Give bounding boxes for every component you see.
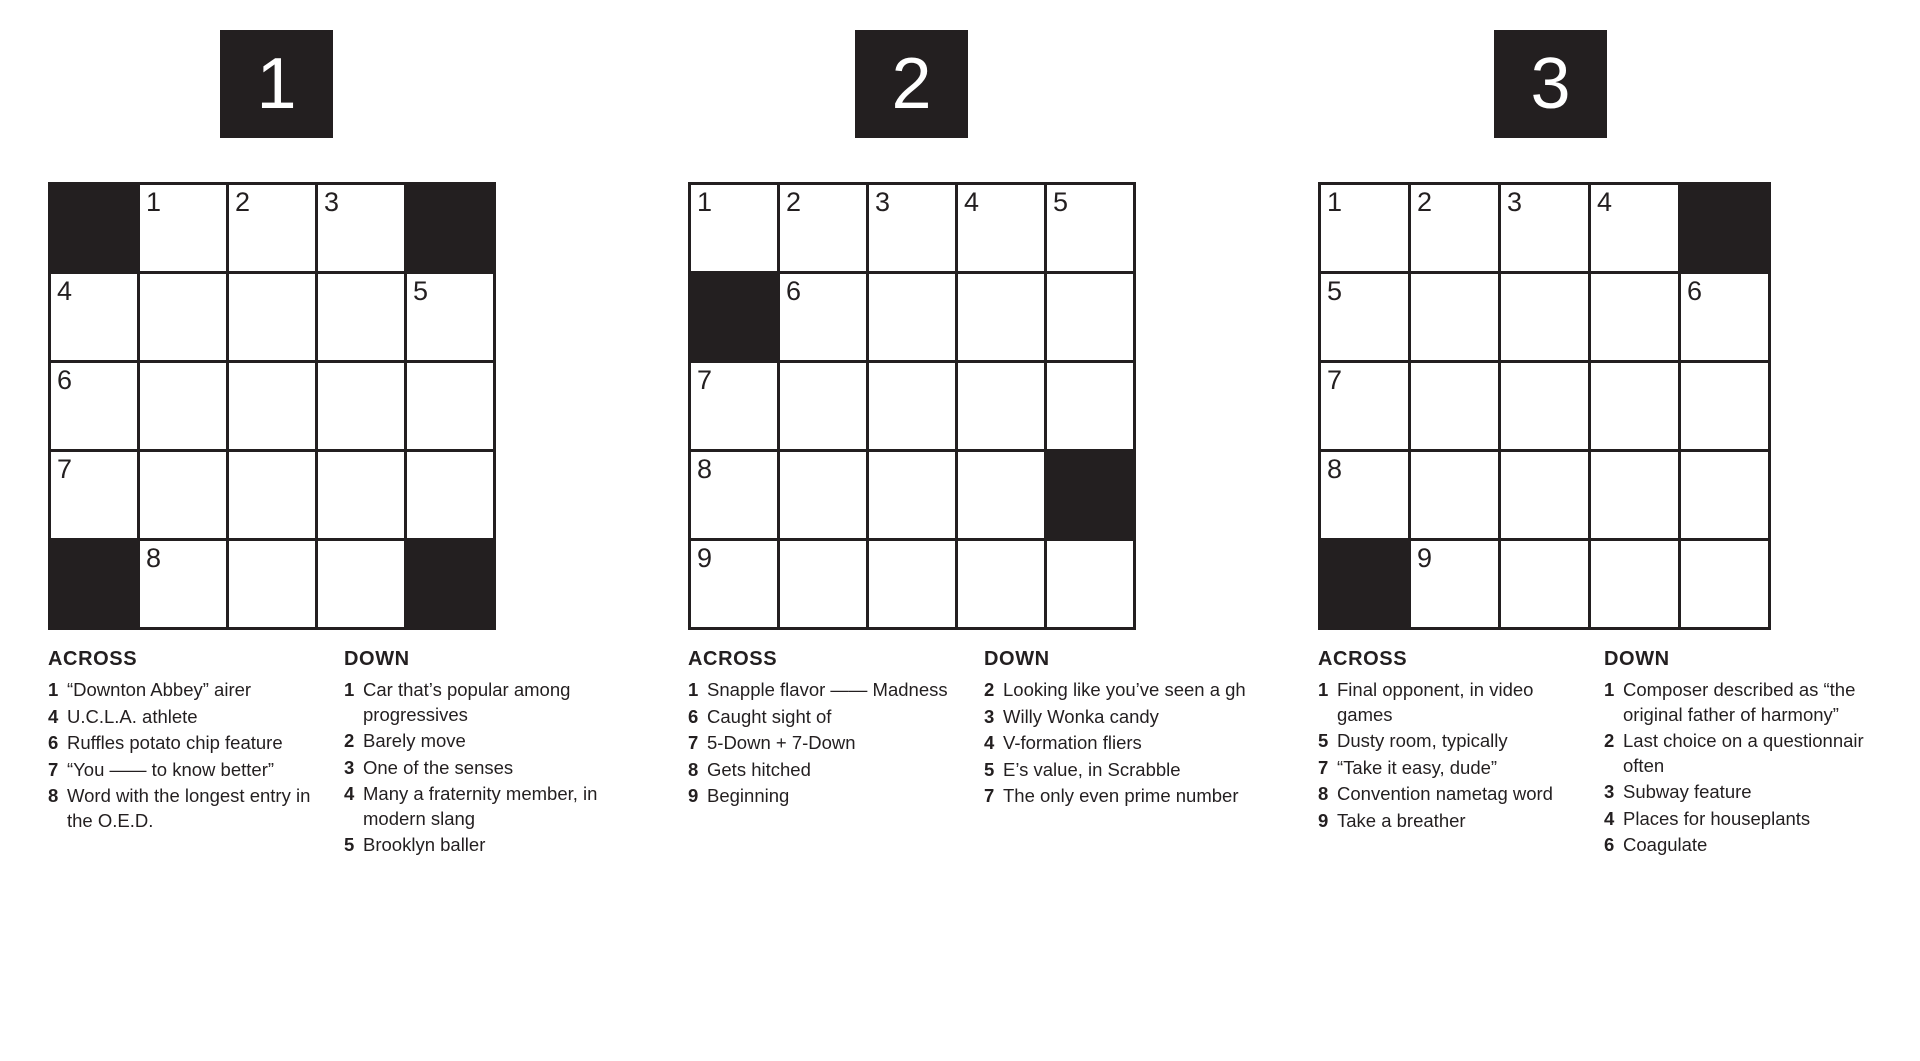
cell-number: 1: [697, 187, 713, 217]
cell-number: 5: [1327, 276, 1343, 306]
grid-cell[interactable]: [869, 274, 958, 363]
clue-text: Last choice on a questionnair often: [1623, 730, 1864, 776]
clue-number: 5: [984, 758, 995, 780]
clue-number: 1: [1318, 679, 1329, 700]
grid-cell[interactable]: [229, 541, 318, 630]
grid-cell[interactable]: [1591, 452, 1681, 541]
crossword-grid-3[interactable]: [1318, 182, 1771, 630]
clue-number: 2: [344, 730, 355, 751]
clue-item[interactable]: [1318, 782, 1586, 807]
clue-item[interactable]: [48, 758, 326, 783]
crossword-grid-1[interactable]: [48, 182, 496, 630]
clue-item[interactable]: [984, 784, 1262, 809]
clue-number: 6: [688, 705, 699, 727]
clue-number: 7: [984, 785, 995, 806]
grid-cell[interactable]: [1591, 274, 1681, 363]
grid-cell[interactable]: [780, 185, 869, 274]
clue-number: 1: [688, 679, 699, 700]
grid-cell[interactable]: [229, 274, 318, 363]
grid-cell[interactable]: [1591, 363, 1681, 452]
down-column-1: [344, 648, 622, 860]
clues-1: [48, 648, 688, 860]
clue-item[interactable]: [984, 758, 1262, 783]
across-column-2: [688, 648, 966, 811]
clue-item[interactable]: [1318, 809, 1586, 834]
clue-text: Gets hitched: [707, 758, 811, 780]
grid-cell[interactable]: [407, 363, 496, 452]
down-heading: DOWN: [1604, 648, 1670, 670]
cell-number: 6: [57, 365, 73, 395]
grid-cell[interactable]: [780, 274, 869, 363]
clue-number: 9: [688, 785, 699, 806]
grid-cell[interactable]: [1411, 452, 1501, 541]
clue-text: Final opponent, in video games: [1337, 679, 1534, 725]
clue-number: 7: [1318, 756, 1329, 778]
clue-text: Snapple flavor —— Madness: [707, 679, 948, 700]
cell-number: 1: [1327, 187, 1343, 217]
grid-cell[interactable]: [780, 363, 869, 452]
clue-item[interactable]: [1318, 756, 1586, 781]
clue-text: Take a breather: [1337, 809, 1466, 831]
puzzle-number-badge-2: 2: [855, 30, 968, 138]
cell-number: 3: [1507, 187, 1523, 217]
clue-number: 1: [48, 679, 59, 700]
grid-cell[interactable]: [1681, 274, 1771, 363]
clue-item[interactable]: [344, 782, 622, 831]
clue-text: Composer described as “the original father of harmony”: [1623, 679, 1856, 725]
grid-cell[interactable]: [1681, 541, 1771, 630]
clue-text: V-formation fliers: [1003, 732, 1142, 753]
clues-2: [688, 648, 1318, 811]
grid-cell[interactable]: [869, 363, 958, 452]
grid-cell[interactable]: [780, 541, 869, 630]
clue-number: 9: [1318, 809, 1329, 831]
clue-item[interactable]: [984, 678, 1262, 703]
grid-cell[interactable]: [691, 363, 780, 452]
grid-cell[interactable]: [1411, 274, 1501, 363]
puzzle-number-badge-1: 1: [220, 30, 333, 138]
grid-cell[interactable]: [140, 541, 229, 630]
across-column-1: [48, 648, 326, 860]
clue-number: 7: [48, 758, 59, 780]
grid-cell[interactable]: [1501, 274, 1591, 363]
clue-text: Dusty room, typically: [1337, 730, 1508, 751]
grid-cell[interactable]: [51, 452, 140, 541]
grid-cell[interactable]: [1411, 541, 1501, 630]
cell-number: 8: [1327, 454, 1343, 484]
cell-number: 9: [697, 543, 713, 573]
clue-item[interactable]: [48, 678, 326, 703]
across-heading: ACROSS: [688, 648, 778, 670]
clue-text: The only even prime number: [1003, 785, 1239, 806]
cell-number: 4: [1597, 187, 1613, 217]
clue-item[interactable]: [688, 705, 966, 730]
grid-cell[interactable]: [869, 185, 958, 274]
cell-number: 2: [786, 187, 802, 217]
grid-cell: [1321, 541, 1411, 630]
cell-number: 8: [697, 454, 713, 484]
grid-cell[interactable]: [691, 185, 780, 274]
grid-cell[interactable]: [1501, 541, 1591, 630]
clue-text: “You —— to know better”: [67, 758, 275, 780]
clue-text: Convention nametag word: [1337, 783, 1553, 804]
grid-cell[interactable]: [1047, 185, 1136, 274]
grid-cell: [407, 541, 496, 630]
clue-text: E’s value, in Scrabble: [1003, 758, 1181, 780]
clue-text: U.C.L.A. athlete: [67, 705, 198, 727]
clue-number: 4: [984, 732, 995, 753]
clue-item[interactable]: [344, 678, 622, 727]
cell-number: 2: [1417, 187, 1433, 217]
grid-cell[interactable]: [1321, 274, 1411, 363]
grid-cell[interactable]: [869, 452, 958, 541]
clue-number: 5: [1318, 730, 1329, 751]
clue-text: “Take it easy, dude”: [1337, 756, 1498, 778]
clue-item[interactable]: [344, 729, 622, 754]
clue-number: 1: [1604, 679, 1615, 700]
grid-cell[interactable]: [958, 185, 1047, 274]
grid-cell[interactable]: [1681, 363, 1771, 452]
clue-number: 3: [1604, 781, 1615, 802]
cell-number: 9: [1417, 543, 1433, 573]
clue-item[interactable]: [1604, 729, 1882, 778]
clue-item[interactable]: [1604, 780, 1882, 805]
cell-number: 7: [1327, 365, 1343, 395]
clue-text: “Downton Abbey” airer: [67, 679, 252, 700]
grid-cell[interactable]: [1047, 274, 1136, 363]
clue-item[interactable]: [984, 705, 1262, 730]
grid-cell[interactable]: [1501, 185, 1591, 274]
clue-item[interactable]: [344, 756, 622, 781]
grid-cell[interactable]: [780, 452, 869, 541]
grid-cell[interactable]: [318, 185, 407, 274]
clue-number: 6: [1604, 834, 1615, 855]
grid-cell[interactable]: [1321, 452, 1411, 541]
puzzle-number-badge-3: 3: [1494, 30, 1607, 138]
clue-item[interactable]: [688, 678, 966, 703]
crossword-grid-2[interactable]: [688, 182, 1136, 630]
clue-item[interactable]: [1604, 678, 1882, 727]
cell-number: 4: [964, 187, 980, 217]
grid-cell[interactable]: [958, 274, 1047, 363]
clue-item[interactable]: [1604, 807, 1882, 832]
clue-number: 6: [48, 732, 59, 753]
clue-item[interactable]: [344, 833, 622, 858]
grid-cell[interactable]: [229, 185, 318, 274]
across-heading: ACROSS: [1318, 648, 1408, 670]
grid-cell[interactable]: [1501, 363, 1591, 452]
grid-cell[interactable]: [318, 274, 407, 363]
clue-number: 8: [48, 785, 59, 806]
cell-number: 4: [57, 276, 73, 306]
clue-number: 4: [344, 783, 355, 804]
puzzle-2: [688, 30, 1318, 811]
down-heading: DOWN: [984, 648, 1050, 670]
clue-item[interactable]: [688, 784, 966, 809]
grid-cell[interactable]: [1411, 185, 1501, 274]
grid-cell[interactable]: [1681, 452, 1771, 541]
across-column-3: [1318, 648, 1586, 860]
down-heading: DOWN: [344, 648, 410, 670]
cell-number: 6: [786, 276, 802, 306]
clue-item[interactable]: [688, 758, 966, 783]
clue-number: 2: [1604, 730, 1615, 751]
clue-number: 5: [344, 834, 355, 855]
grid-cell[interactable]: [318, 541, 407, 630]
grid-cell[interactable]: [407, 274, 496, 363]
clue-text: One of the senses: [363, 756, 514, 778]
clue-number: 1: [344, 679, 355, 700]
cell-number: 5: [413, 276, 429, 306]
puzzle-1: [48, 30, 688, 860]
grid-cell[interactable]: [958, 541, 1047, 630]
clue-item[interactable]: [48, 705, 326, 730]
cell-number: 7: [697, 365, 713, 395]
cell-number: 6: [1687, 276, 1703, 306]
grid-cell: [1681, 185, 1771, 274]
clue-number: 3: [984, 705, 995, 727]
cell-number: 2: [235, 187, 251, 217]
cell-number: 1: [146, 187, 162, 217]
cell-number: 7: [57, 454, 73, 484]
cell-number: 8: [146, 543, 162, 573]
clue-item[interactable]: [48, 784, 326, 833]
grid-cell[interactable]: [958, 363, 1047, 452]
grid-cell[interactable]: [1047, 363, 1136, 452]
clue-text: 5-Down + 7-Down: [707, 732, 856, 753]
grid-cell[interactable]: [140, 274, 229, 363]
clue-number: 4: [48, 705, 59, 727]
clue-text: Coagulate: [1623, 834, 1708, 855]
grid-cell[interactable]: [140, 452, 229, 541]
clue-text: Beginning: [707, 785, 790, 806]
grid-cell: [1047, 452, 1136, 541]
clues-3: [1318, 648, 1918, 860]
clue-text: Barely move: [363, 730, 466, 751]
clue-text: Willy Wonka candy: [1003, 705, 1159, 727]
clue-item[interactable]: [48, 731, 326, 756]
grid-cell[interactable]: [1321, 363, 1411, 452]
grid-cell[interactable]: [1501, 452, 1591, 541]
clue-number: 7: [688, 732, 699, 753]
grid-cell: [691, 274, 780, 363]
clue-number: 4: [1604, 807, 1615, 829]
clue-item[interactable]: [1604, 833, 1882, 858]
clue-text: Places for houseplants: [1623, 807, 1811, 829]
cell-number: 3: [875, 187, 891, 217]
clue-number: 3: [344, 756, 355, 778]
grid-cell[interactable]: [958, 452, 1047, 541]
grid-cell: [407, 185, 496, 274]
cell-number: 3: [324, 187, 340, 217]
clue-item[interactable]: [1318, 729, 1586, 754]
grid-cell[interactable]: [140, 185, 229, 274]
grid-cell[interactable]: [1047, 541, 1136, 630]
clue-item[interactable]: [1318, 678, 1586, 727]
across-heading: ACROSS: [48, 648, 138, 670]
clue-text: Car that’s popular among progressives: [363, 679, 571, 725]
clue-text: Many a fraternity member, in modern slang: [363, 783, 598, 829]
grid-cell[interactable]: [51, 363, 140, 452]
grid-cell[interactable]: [1591, 541, 1681, 630]
down-column-3: [1604, 648, 1882, 860]
grid-cell[interactable]: [691, 541, 780, 630]
clue-item[interactable]: [984, 731, 1262, 756]
clue-number: 8: [688, 758, 699, 780]
grid-cell[interactable]: [691, 452, 780, 541]
grid-cell[interactable]: [318, 363, 407, 452]
down-column-2: [984, 648, 1262, 811]
cell-number: 5: [1053, 187, 1069, 217]
clue-item[interactable]: [688, 731, 966, 756]
puzzle-3: [1318, 30, 1918, 860]
grid-cell[interactable]: [1591, 185, 1681, 274]
clue-number: 8: [1318, 783, 1329, 804]
grid-cell[interactable]: [407, 452, 496, 541]
grid-cell[interactable]: [229, 452, 318, 541]
clue-text: Subway feature: [1623, 781, 1752, 802]
grid-cell[interactable]: [51, 274, 140, 363]
grid-cell[interactable]: [318, 452, 407, 541]
grid-cell: [51, 185, 140, 274]
clue-number: 2: [984, 679, 995, 700]
grid-cell[interactable]: [1411, 363, 1501, 452]
clue-text: Looking like you’ve seen a gh: [1003, 679, 1246, 700]
clue-text: Word with the longest entry in the O.E.D.: [67, 785, 311, 831]
clue-text: Brooklyn baller: [363, 834, 486, 855]
grid-cell[interactable]: [869, 541, 958, 630]
grid-cell[interactable]: [1321, 185, 1411, 274]
grid-cell: [51, 541, 140, 630]
clue-text: Caught sight of: [707, 705, 832, 727]
grid-cell[interactable]: [229, 363, 318, 452]
grid-cell[interactable]: [140, 363, 229, 452]
clue-text: Ruffles potato chip feature: [67, 732, 283, 753]
